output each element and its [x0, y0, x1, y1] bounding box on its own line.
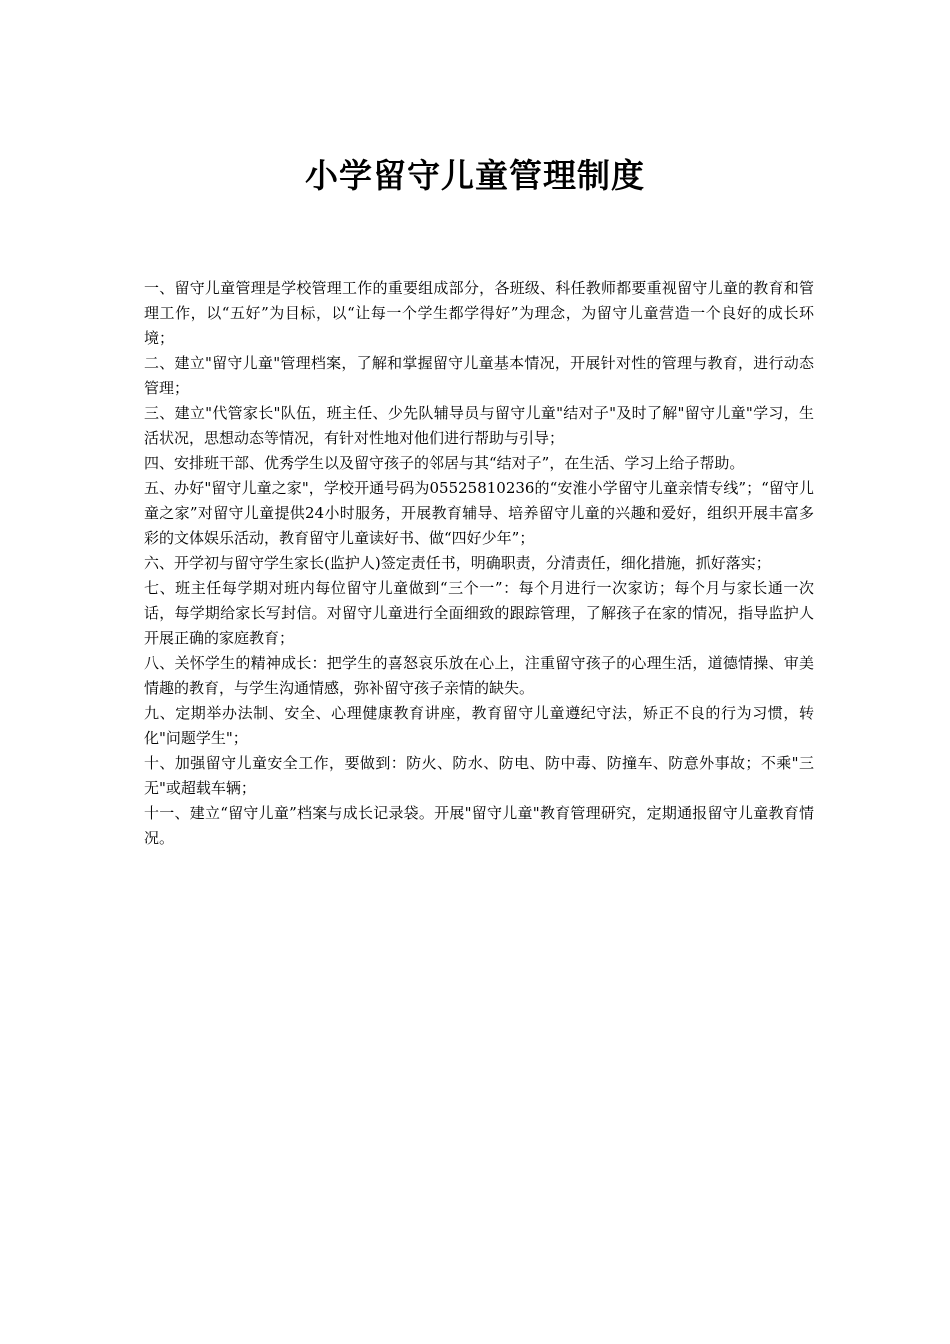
paragraph-7: 七、班主任每学期对班内每位留守儿童做到“三个一”：每个月进行一次家访；每个月与家长通一次话，每学期给家长写封信。对留守儿童进行全面细致的跟踪管理，了解孩子在家的情况，指导监护人开展正确的家庭教育；	[144, 579, 814, 647]
paragraph-5: 五、办好"留守儿童之家"，学校开通号码为05525810236的“安淮小学留守儿童亲情专线”；“留守儿童之家”对留守儿童提供24小时服务，开展教育辅导、培养留守儿童的兴趣和爱好，组织开展丰富多彩的文体娱乐活动，教育留守儿童读好书、做“四好少年”；	[144, 479, 814, 547]
paragraph-9: 九、定期举办法制、安全、心理健康教育讲座，教育留守儿童遵纪守法，矫正不良的行为习惯，转化"问题学生"；	[144, 704, 814, 747]
paragraph-10: 十、加强留守儿童安全工作，要做到：防火、防水、防电、防中毒、防撞车、防意外事故；不乘"三无"或超载车辆；	[144, 754, 814, 797]
paragraph-6: 六、开学初与留守学生家长(监护人)签定责任书，明确职责，分清责任，细化措施，抓好落实；	[144, 554, 771, 572]
paragraph-2: 二、建立"留守儿童"管理档案，了解和掌握留守儿童基本情况，开展针对性的管理与教育，进行动态管理；	[144, 354, 814, 397]
paragraph-3: 三、建立"代管家长"队伍，班主任、少先队辅导员与留守儿童"结对子"及时了解"留守儿童"学习，生活状况，思想动态等情况，有针对性地对他们进行帮助与引导；	[144, 404, 814, 447]
document-title: 小学留守儿童管理制度	[305, 156, 645, 195]
paragraph-8: 八、关怀学生的精神成长：把学生的喜怒哀乐放在心上，注重留守孩子的心理生活，道德情操、审美情趣的教育，与学生沟通情感，弥补留守孩子亲情的缺失。	[144, 654, 814, 697]
paragraph-4: 四、安排班干部、优秀学生以及留守孩子的邻居与其“结对子”，在生活、学习上给子帮助。	[144, 454, 745, 472]
paragraph-11: 十一、建立“留守儿童”档案与成长记录袋。开展"留守儿童"教育管理研究，定期通报留守儿童教育情况。	[144, 804, 814, 847]
paragraph-1: 一、留守儿童管理是学校管理工作的重要组成部分，各班级、科任教师都要重视留守儿童的教育和管理工作，以“五好”为目标，以“让每一个学生都学得好”为理念，为留守儿童营造一个良好的成长环境；	[144, 279, 814, 347]
document-body	[144, 276, 814, 851]
